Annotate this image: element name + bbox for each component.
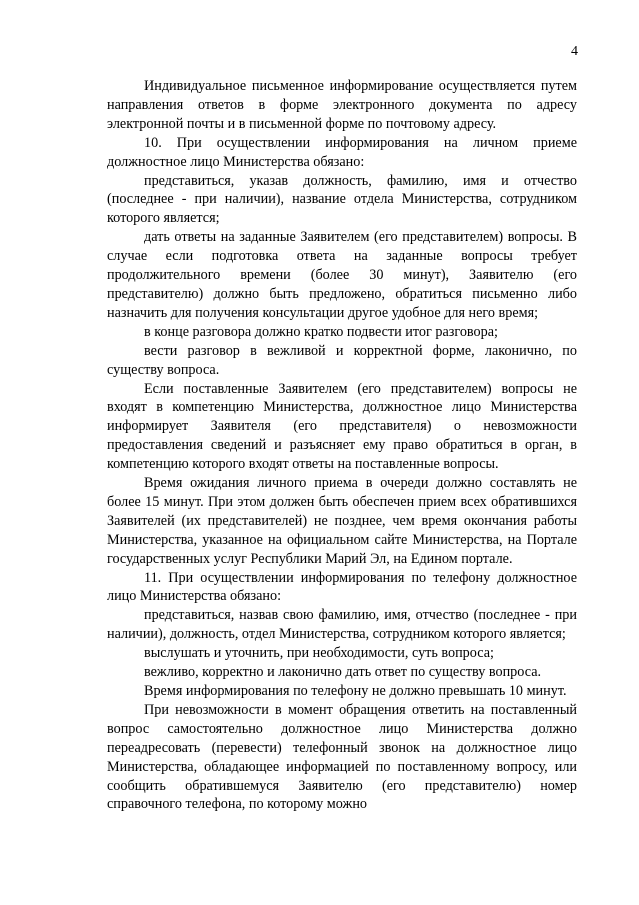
paragraph-individual-written-informing: Индивидуальное письменное информирование осуществляется путем направления ответов в форме электронного документа по адресу электронной почты и в письменной форме по почтовому адресу. bbox=[107, 78, 577, 132]
paragraph-introduce-yourself: представиться, указав должность, фамилию, имя и отчество (последнее - при наличии), название отдела Министерства, сотрудником которого является; bbox=[107, 172, 577, 227]
paragraph-phone-time-limit: Время информирования по телефону не должно превышать 10 минут. bbox=[144, 683, 567, 699]
paragraph-listen-clarify: выслушать и уточнить, при необходимости, суть вопроса; bbox=[144, 645, 494, 662]
page-number: 4 bbox=[571, 44, 578, 59]
paragraph-polite-conversation: вести разговор в вежливой и корректной форме, лаконично, по существу вопроса. bbox=[107, 342, 577, 378]
paragraph-answer-politely: вежливо, корректно и лаконично дать ответ по существу вопроса. bbox=[144, 664, 542, 681]
paragraph-outside-competence: Если поставленные Заявителем (его представителем) вопросы не входят в компетенцию Министерства, должностное лицо Министерства информирует Заявителя (его представителя) о невозможности предоставления сведений и разъясняет ему право обратиться в орган, в компетенцию которого входят ответы на поставленные вопросы. bbox=[107, 380, 577, 473]
paragraph-waiting-time: Время ожидания личного приема в очереди должно составлять не более 15 минут. При этом должен быть обеспечен прием всех обратившихся Заявителей (их представителей) не позднее, чем время окончания работы Министерства, указанное на официальном сайте Министерства, на Портале государственных услуг Республики Марий Эл, на Едином портале. bbox=[107, 475, 577, 567]
paragraph-phone-introduce: представиться, назвав свою фамилию, имя, отчество (последнее - при наличии), должность, отдел Министерства, сотрудником которого является; bbox=[107, 607, 577, 643]
paragraph-summarize-conversation: в конце разговора должно кратко подвести итог разговора; bbox=[144, 323, 498, 340]
paragraph-item-11-heading: 11. При осуществлении информирования по телефону должностное лицо Министерства обязано: bbox=[107, 569, 577, 605]
document-body bbox=[107, 77, 577, 814]
paragraph-give-answers: дать ответы на заданные Заявителем (его представителем) вопросы. В случае если подготовка ответа на заданные вопросы требует продолжительного времени (более 30 минут), Заявителю (его представителю) должно быть предложено, обратиться письменно либо назначить для получения консультации другое удобное для него время; bbox=[107, 229, 577, 321]
paragraph-item-10-heading: 10. При осуществлении информирования на личном приеме должностное лицо Министерства обязано: bbox=[107, 134, 577, 170]
paragraph-redirect-call: При невозможности в момент обращения ответить на поставленный вопрос самостоятельно должностное лицо Министерства должно переадресовать (перевести) телефонный звонок на должностное лицо Министерства, обладающее информацией по поставленному вопросу, или сообщить обратившемуся Заявителю (его представителю) номер справочного телефона, по которому можно bbox=[107, 701, 577, 813]
